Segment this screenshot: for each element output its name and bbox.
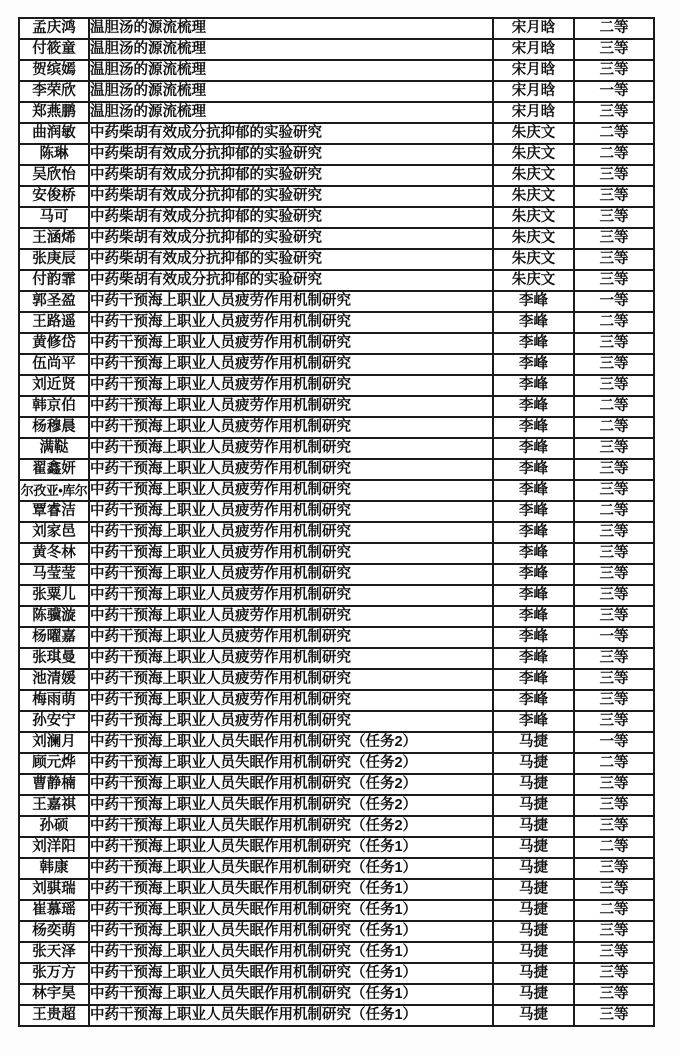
project-title-cell: 中药干预海上职业人员疲劳作用机制研究 xyxy=(89,585,493,606)
student-name-cell: 池清媛 xyxy=(19,669,89,690)
project-title-cell: 中药柴胡有效成分抗抑郁的实验研究 xyxy=(89,249,493,270)
advisor-cell: 马捷 xyxy=(493,795,574,816)
student-name-cell: 孟庆鸿 xyxy=(19,18,89,39)
grade-cell: 二等 xyxy=(574,837,654,858)
table-row xyxy=(19,795,654,816)
table-row xyxy=(19,942,654,963)
student-name-cell: 孙安宁 xyxy=(19,711,89,732)
student-name-cell: 刘家邑 xyxy=(19,522,89,543)
table-row xyxy=(19,921,654,942)
student-name-cell: 曹静楠 xyxy=(19,774,89,795)
table-row xyxy=(19,606,654,627)
grade-cell: 三等 xyxy=(574,165,654,186)
grade-cell: 三等 xyxy=(574,102,654,123)
table-row xyxy=(19,753,654,774)
student-name-cell: 陈骥漩 xyxy=(19,606,89,627)
table-row xyxy=(19,543,654,564)
grade-cell: 一等 xyxy=(574,81,654,102)
advisor-cell: 李峰 xyxy=(493,354,574,375)
advisor-cell: 李峰 xyxy=(493,459,574,480)
grade-cell: 三等 xyxy=(574,438,654,459)
table-row xyxy=(19,522,654,543)
advisor-cell: 宋月晗 xyxy=(493,18,574,39)
grade-cell: 三等 xyxy=(574,564,654,585)
advisor-cell: 马捷 xyxy=(493,753,574,774)
grade-cell: 三等 xyxy=(574,816,654,837)
table-row xyxy=(19,18,654,39)
grade-cell: 三等 xyxy=(574,795,654,816)
grade-cell: 三等 xyxy=(574,522,654,543)
table-row xyxy=(19,270,654,291)
student-name-cell: 伍尚平 xyxy=(19,354,89,375)
project-title-cell: 中药干预海上职业人员疲劳作用机制研究 xyxy=(89,459,493,480)
student-name-cell: 郭圣盈 xyxy=(19,291,89,312)
project-title-cell: 中药干预海上职业人员失眠作用机制研究（任务2） xyxy=(89,816,493,837)
table-row xyxy=(19,816,654,837)
student-name-cell: 王嘉祺 xyxy=(19,795,89,816)
advisor-cell: 马捷 xyxy=(493,963,574,984)
student-name-cell: 王涵烯 xyxy=(19,228,89,249)
student-name-cell: 翟鑫妍 xyxy=(19,459,89,480)
advisor-cell: 宋月晗 xyxy=(493,39,574,60)
student-name-cell: 顾元烨 xyxy=(19,753,89,774)
project-title-cell: 温胆汤的源流梳理 xyxy=(89,81,493,102)
project-title-cell: 中药干预海上职业人员疲劳作用机制研究 xyxy=(89,291,493,312)
student-name-cell: 贺缤嫣 xyxy=(19,60,89,81)
grade-cell: 三等 xyxy=(574,921,654,942)
grade-cell: 二等 xyxy=(574,396,654,417)
project-title-cell: 中药干预海上职业人员疲劳作用机制研究 xyxy=(89,396,493,417)
advisor-cell: 李峰 xyxy=(493,501,574,522)
advisor-cell: 李峰 xyxy=(493,585,574,606)
grade-cell: 三等 xyxy=(574,606,654,627)
grade-cell: 一等 xyxy=(574,291,654,312)
grade-cell: 三等 xyxy=(574,207,654,228)
student-name-cell: 杨曜嘉 xyxy=(19,627,89,648)
advisor-cell: 朱庆文 xyxy=(493,270,574,291)
grade-cell: 三等 xyxy=(574,984,654,1005)
table-row xyxy=(19,900,654,921)
student-name-cell: 王贵超 xyxy=(19,1005,89,1026)
table-row xyxy=(19,291,654,312)
advisor-cell: 朱庆文 xyxy=(493,207,574,228)
grade-cell: 三等 xyxy=(574,249,654,270)
advisor-cell: 马捷 xyxy=(493,1005,574,1026)
project-title-cell: 中药干预海上职业人员疲劳作用机制研究 xyxy=(89,522,493,543)
grade-cell: 三等 xyxy=(574,711,654,732)
table-row xyxy=(19,123,654,144)
student-name-cell: 刘洋阳 xyxy=(19,837,89,858)
grade-cell: 三等 xyxy=(574,669,654,690)
project-title-cell: 中药干预海上职业人员失眠作用机制研究（任务1） xyxy=(89,858,493,879)
table-row xyxy=(19,228,654,249)
project-title-cell: 中药干预海上职业人员失眠作用机制研究（任务1） xyxy=(89,1005,493,1026)
table-row xyxy=(19,60,654,81)
student-name-cell: 黄修岱 xyxy=(19,333,89,354)
grade-cell: 二等 xyxy=(574,501,654,522)
grade-cell: 三等 xyxy=(574,963,654,984)
project-title-cell: 中药干预海上职业人员疲劳作用机制研究 xyxy=(89,606,493,627)
table-row xyxy=(19,984,654,1005)
project-title-cell: 中药干预海上职业人员失眠作用机制研究（任务2） xyxy=(89,732,493,753)
grade-cell: 一等 xyxy=(574,732,654,753)
table-row xyxy=(19,690,654,711)
grade-cell: 三等 xyxy=(574,39,654,60)
grade-cell: 二等 xyxy=(574,753,654,774)
table-row xyxy=(19,396,654,417)
project-title-cell: 中药干预海上职业人员疲劳作用机制研究 xyxy=(89,669,493,690)
student-name-cell: 张天泽 xyxy=(19,942,89,963)
advisor-cell: 李峰 xyxy=(493,543,574,564)
award-table xyxy=(18,17,655,1027)
advisor-cell: 马捷 xyxy=(493,774,574,795)
student-name-cell: 满鞑 xyxy=(19,438,89,459)
advisor-cell: 朱庆文 xyxy=(493,144,574,165)
student-name-cell: 韩京伯 xyxy=(19,396,89,417)
table-row xyxy=(19,459,654,480)
project-title-cell: 中药干预海上职业人员疲劳作用机制研究 xyxy=(89,312,493,333)
table-row xyxy=(19,837,654,858)
table-row xyxy=(19,207,654,228)
student-name-cell: 崔慕瑶 xyxy=(19,900,89,921)
grade-cell: 二等 xyxy=(574,123,654,144)
grade-cell: 三等 xyxy=(574,186,654,207)
grade-cell: 三等 xyxy=(574,690,654,711)
project-title-cell: 中药柴胡有效成分抗抑郁的实验研究 xyxy=(89,165,493,186)
advisor-cell: 李峰 xyxy=(493,312,574,333)
table-row xyxy=(19,648,654,669)
grade-cell: 三等 xyxy=(574,459,654,480)
project-title-cell: 中药柴胡有效成分抗抑郁的实验研究 xyxy=(89,228,493,249)
advisor-cell: 李峰 xyxy=(493,438,574,459)
grade-cell: 三等 xyxy=(574,1005,654,1026)
grade-cell: 二等 xyxy=(574,900,654,921)
project-title-cell: 中药干预海上职业人员失眠作用机制研究（任务1） xyxy=(89,900,493,921)
project-title-cell: 中药柴胡有效成分抗抑郁的实验研究 xyxy=(89,207,493,228)
advisor-cell: 朱庆文 xyxy=(493,249,574,270)
grade-cell: 三等 xyxy=(574,543,654,564)
grade-cell: 三等 xyxy=(574,942,654,963)
student-name-cell: 安俊桥 xyxy=(19,186,89,207)
table-row xyxy=(19,585,654,606)
project-title-cell: 中药干预海上职业人员疲劳作用机制研究 xyxy=(89,354,493,375)
project-title-cell: 中药干预海上职业人员疲劳作用机制研究 xyxy=(89,417,493,438)
student-name-cell: 付韵霏 xyxy=(19,270,89,291)
table-row xyxy=(19,711,654,732)
advisor-cell: 李峰 xyxy=(493,669,574,690)
student-name-cell: 杨穆晨 xyxy=(19,417,89,438)
project-title-cell: 中药干预海上职业人员疲劳作用机制研究 xyxy=(89,690,493,711)
project-title-cell: 温胆汤的源流梳理 xyxy=(89,60,493,81)
table-row xyxy=(19,39,654,60)
table-row xyxy=(19,354,654,375)
project-title-cell: 中药干预海上职业人员疲劳作用机制研究 xyxy=(89,501,493,522)
table-row xyxy=(19,564,654,585)
student-name-cell: 郑燕鹏 xyxy=(19,102,89,123)
advisor-cell: 马捷 xyxy=(493,879,574,900)
table-row xyxy=(19,669,654,690)
student-name-cell: 孙硕 xyxy=(19,816,89,837)
advisor-cell: 马捷 xyxy=(493,921,574,942)
grade-cell: 三等 xyxy=(574,375,654,396)
table-row xyxy=(19,732,654,753)
advisor-cell: 马捷 xyxy=(493,984,574,1005)
project-title-cell: 中药干预海上职业人员疲劳作用机制研究 xyxy=(89,627,493,648)
project-title-cell: 中药干预海上职业人员疲劳作用机制研究 xyxy=(89,543,493,564)
grade-cell: 三等 xyxy=(574,648,654,669)
project-title-cell: 中药柴胡有效成分抗抑郁的实验研究 xyxy=(89,270,493,291)
advisor-cell: 宋月晗 xyxy=(493,60,574,81)
student-name-cell: 尔孜亚•库尔 xyxy=(19,480,89,501)
project-title-cell: 中药干预海上职业人员失眠作用机制研究（任务1） xyxy=(89,984,493,1005)
table-row xyxy=(19,375,654,396)
advisor-cell: 李峰 xyxy=(493,396,574,417)
project-title-cell: 中药干预海上职业人员疲劳作用机制研究 xyxy=(89,648,493,669)
project-title-cell: 中药干预海上职业人员失眠作用机制研究（任务1） xyxy=(89,837,493,858)
project-title-cell: 中药干预海上职业人员疲劳作用机制研究 xyxy=(89,333,493,354)
advisor-cell: 马捷 xyxy=(493,942,574,963)
project-title-cell: 中药干预海上职业人员失眠作用机制研究（任务1） xyxy=(89,963,493,984)
advisor-cell: 李峰 xyxy=(493,711,574,732)
student-name-cell: 梅雨萌 xyxy=(19,690,89,711)
project-title-cell: 温胆汤的源流梳理 xyxy=(89,102,493,123)
grade-cell: 二等 xyxy=(574,144,654,165)
advisor-cell: 李峰 xyxy=(493,375,574,396)
grade-cell: 三等 xyxy=(574,228,654,249)
table-row xyxy=(19,774,654,795)
advisor-cell: 李峰 xyxy=(493,333,574,354)
advisor-cell: 朱庆文 xyxy=(493,228,574,249)
student-name-cell: 陈琳 xyxy=(19,144,89,165)
advisor-cell: 马捷 xyxy=(493,837,574,858)
advisor-cell: 朱庆文 xyxy=(493,165,574,186)
student-name-cell: 韩康 xyxy=(19,858,89,879)
project-title-cell: 中药干预海上职业人员疲劳作用机制研究 xyxy=(89,480,493,501)
table-row xyxy=(19,438,654,459)
table-row xyxy=(19,81,654,102)
table-row xyxy=(19,102,654,123)
project-title-cell: 中药干预海上职业人员疲劳作用机制研究 xyxy=(89,564,493,585)
student-name-cell: 张庚辰 xyxy=(19,249,89,270)
student-name-cell: 王路遥 xyxy=(19,312,89,333)
project-title-cell: 温胆汤的源流梳理 xyxy=(89,39,493,60)
student-name-cell: 张万方 xyxy=(19,963,89,984)
advisor-cell: 李峰 xyxy=(493,606,574,627)
advisor-cell: 李峰 xyxy=(493,291,574,312)
advisor-cell: 李峰 xyxy=(493,648,574,669)
project-title-cell: 中药柴胡有效成分抗抑郁的实验研究 xyxy=(89,144,493,165)
grade-cell: 三等 xyxy=(574,354,654,375)
table-row xyxy=(19,417,654,438)
advisor-cell: 宋月晗 xyxy=(493,102,574,123)
advisor-cell: 李峰 xyxy=(493,480,574,501)
grade-cell: 一等 xyxy=(574,627,654,648)
table-row xyxy=(19,1005,654,1026)
grade-cell: 三等 xyxy=(574,480,654,501)
project-title-cell: 中药柴胡有效成分抗抑郁的实验研究 xyxy=(89,123,493,144)
table-row xyxy=(19,501,654,522)
advisor-cell: 朱庆文 xyxy=(493,123,574,144)
student-name-cell: 马莹莹 xyxy=(19,564,89,585)
table-row xyxy=(19,858,654,879)
grade-cell: 三等 xyxy=(574,585,654,606)
student-name-cell: 张粟儿 xyxy=(19,585,89,606)
student-name-cell: 杨奕萌 xyxy=(19,921,89,942)
table-row xyxy=(19,249,654,270)
grade-cell: 二等 xyxy=(574,417,654,438)
grade-cell: 三等 xyxy=(574,774,654,795)
grade-cell: 三等 xyxy=(574,858,654,879)
student-name-cell: 付筱童 xyxy=(19,39,89,60)
student-name-cell: 林宇昊 xyxy=(19,984,89,1005)
advisor-cell: 李峰 xyxy=(493,690,574,711)
grade-cell: 二等 xyxy=(574,18,654,39)
student-name-cell: 黄冬林 xyxy=(19,543,89,564)
advisor-cell: 宋月晗 xyxy=(493,81,574,102)
advisor-cell: 李峰 xyxy=(493,564,574,585)
project-title-cell: 温胆汤的源流梳理 xyxy=(89,18,493,39)
advisor-cell: 马捷 xyxy=(493,900,574,921)
table-row xyxy=(19,333,654,354)
student-name-cell: 张琪曼 xyxy=(19,648,89,669)
advisor-cell: 李峰 xyxy=(493,522,574,543)
project-title-cell: 中药干预海上职业人员疲劳作用机制研究 xyxy=(89,438,493,459)
table-row xyxy=(19,480,654,501)
grade-cell: 三等 xyxy=(574,879,654,900)
project-title-cell: 中药干预海上职业人员失眠作用机制研究（任务1） xyxy=(89,879,493,900)
project-title-cell: 中药干预海上职业人员失眠作用机制研究（任务1） xyxy=(89,942,493,963)
advisor-cell: 马捷 xyxy=(493,816,574,837)
table-row xyxy=(19,144,654,165)
grade-cell: 三等 xyxy=(574,60,654,81)
advisor-cell: 朱庆文 xyxy=(493,186,574,207)
student-name-cell: 吴欣怡 xyxy=(19,165,89,186)
project-title-cell: 中药柴胡有效成分抗抑郁的实验研究 xyxy=(89,186,493,207)
student-name-cell: 刘近贤 xyxy=(19,375,89,396)
table-row xyxy=(19,165,654,186)
project-title-cell: 中药干预海上职业人员失眠作用机制研究（任务2） xyxy=(89,795,493,816)
advisor-cell: 马捷 xyxy=(493,732,574,753)
student-name-cell: 李荣欣 xyxy=(19,81,89,102)
student-name-cell: 刘澜月 xyxy=(19,732,89,753)
advisor-cell: 李峰 xyxy=(493,417,574,438)
table-row xyxy=(19,963,654,984)
student-name-cell: 刘骐瑞 xyxy=(19,879,89,900)
project-title-cell: 中药干预海上职业人员失眠作用机制研究（任务1） xyxy=(89,921,493,942)
advisor-cell: 马捷 xyxy=(493,858,574,879)
grade-cell: 二等 xyxy=(574,312,654,333)
student-name-cell: 覃睿洁 xyxy=(19,501,89,522)
grade-cell: 三等 xyxy=(574,333,654,354)
grade-cell: 三等 xyxy=(574,270,654,291)
advisor-cell: 李峰 xyxy=(493,627,574,648)
student-name-cell: 马可 xyxy=(19,207,89,228)
project-title-cell: 中药干预海上职业人员疲劳作用机制研究 xyxy=(89,711,493,732)
student-name-cell: 曲润敏 xyxy=(19,123,89,144)
table-row xyxy=(19,186,654,207)
table-row xyxy=(19,627,654,648)
table-row xyxy=(19,879,654,900)
project-title-cell: 中药干预海上职业人员失眠作用机制研究（任务2） xyxy=(89,774,493,795)
project-title-cell: 中药干预海上职业人员疲劳作用机制研究 xyxy=(89,375,493,396)
table-row xyxy=(19,312,654,333)
award-table-body xyxy=(19,18,654,1026)
project-title-cell: 中药干预海上职业人员失眠作用机制研究（任务2） xyxy=(89,753,493,774)
